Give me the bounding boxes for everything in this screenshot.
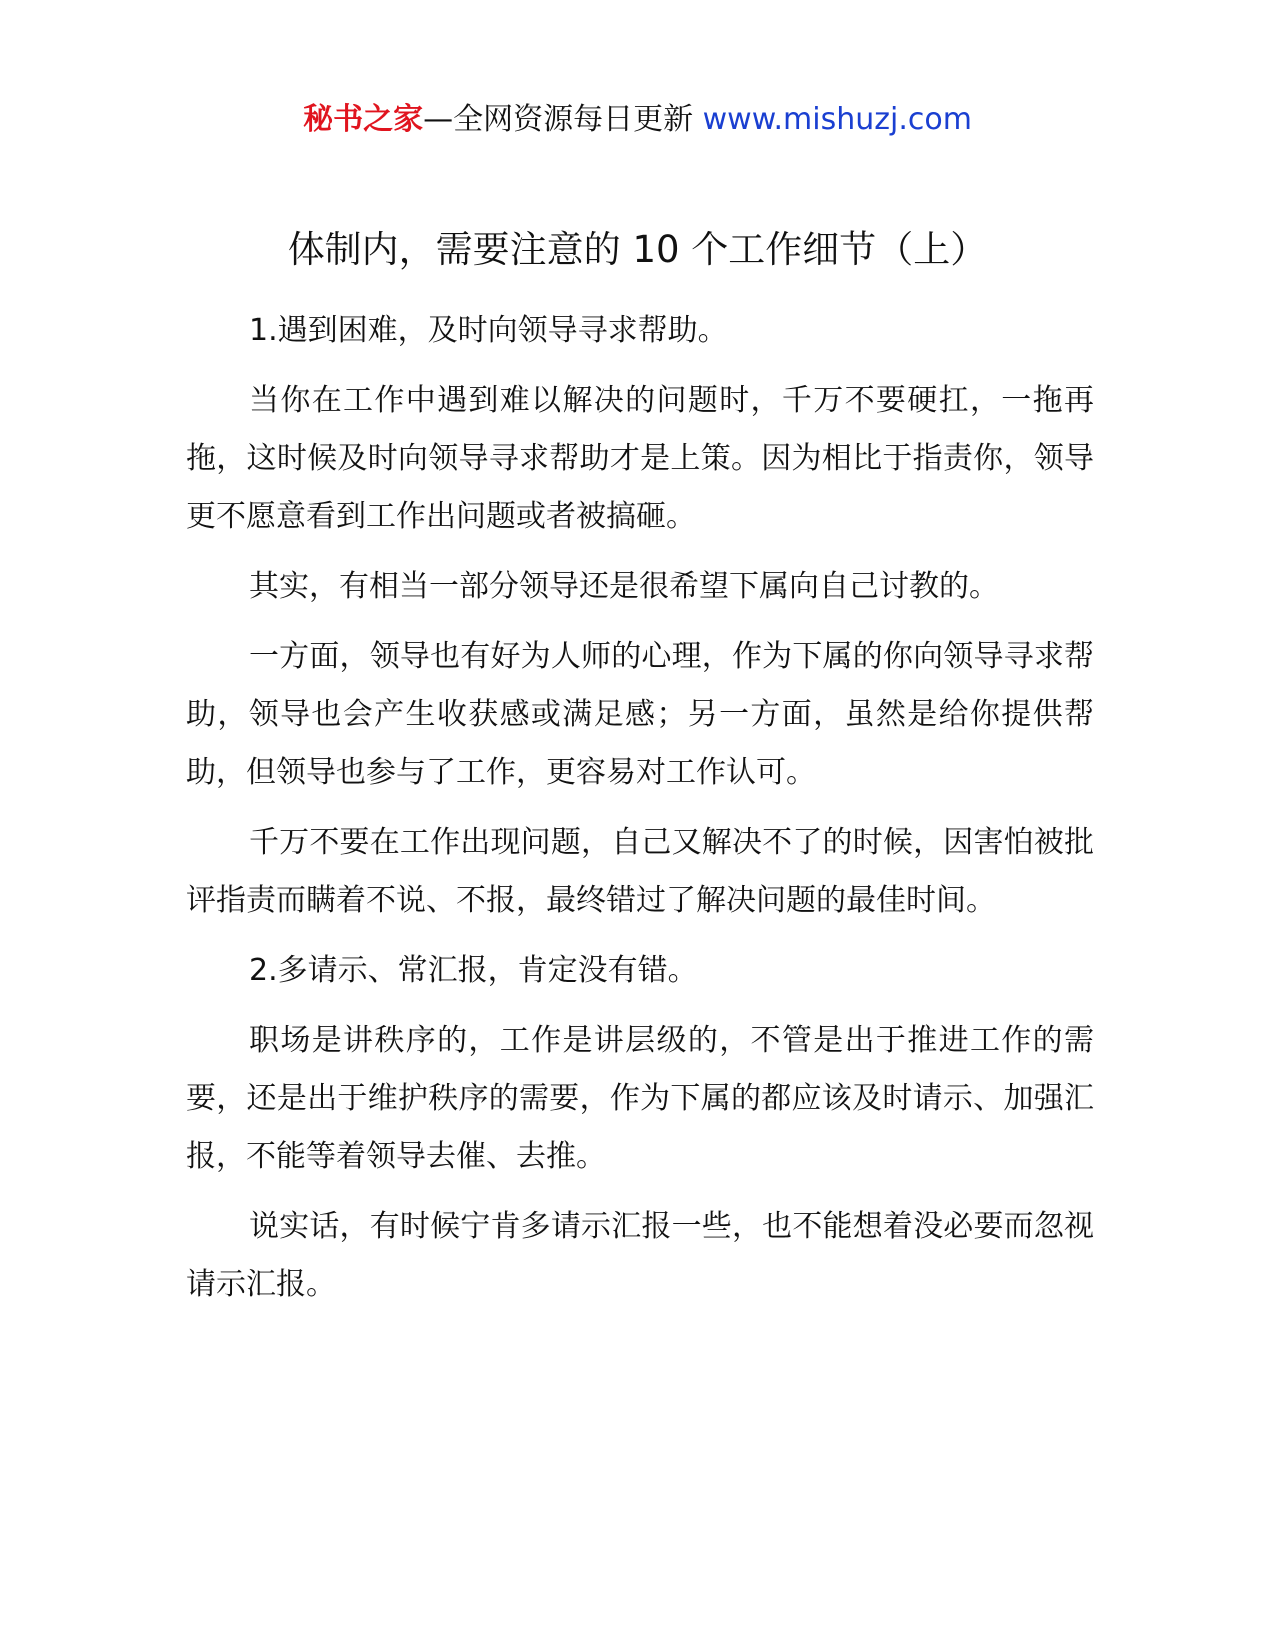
- paragraph: 说实话，有时候宁肯多请示汇报一些，也不能想着没必要而忽视请示汇报。: [186, 1209, 1094, 1302]
- paragraph: 职场是讲秩序的，工作是讲层级的，不管是出于推进工作的需要，还是出于维护秩序的需要，作为下属的都应该及时请示、加强汇报，不能等着领导去催、去推。: [186, 1023, 1094, 1174]
- paragraph: 一方面，领导也有好为人师的心理，作为下属的你向领导寻求帮助，领导也会产生收获感或满足感；另一方面，虽然是给你提供帮助，但领导也参与了工作，更容易对工作认可。: [186, 639, 1094, 790]
- paragraph: 当你在工作中遇到难以解决的问题时，千万不要硬扛，一拖再拖，这时候及时向领导寻求帮助才是上策。因为相比于指责你，领导更不愿意看到工作出问题或者被搞砸。: [186, 383, 1094, 534]
- paragraph: 其实，有相当一部分领导还是很希望下属向自己讨教的。: [249, 569, 999, 604]
- site-url-link[interactable]: www.mishuzj.com: [702, 102, 972, 137]
- site-header: [0, 98, 1275, 142]
- header-tagline: —全网资源每日更新: [423, 102, 694, 137]
- document-body: [186, 302, 1094, 1326]
- section-heading-2: 2.多请示、常汇报，肯定没有错。: [249, 953, 698, 988]
- brand-name: 秘书之家: [303, 102, 424, 137]
- document-title: 体制内，需要注意的 10 个工作细节（上）: [287, 228, 988, 271]
- section-heading-1: 1.遇到困难，及时向领导寻求帮助。: [249, 313, 728, 348]
- paragraph: 千万不要在工作出现问题，自己又解决不了的时候，因害怕被批评指责而瞒着不说、不报，最终错过了解决问题的最佳时间。: [186, 825, 1094, 918]
